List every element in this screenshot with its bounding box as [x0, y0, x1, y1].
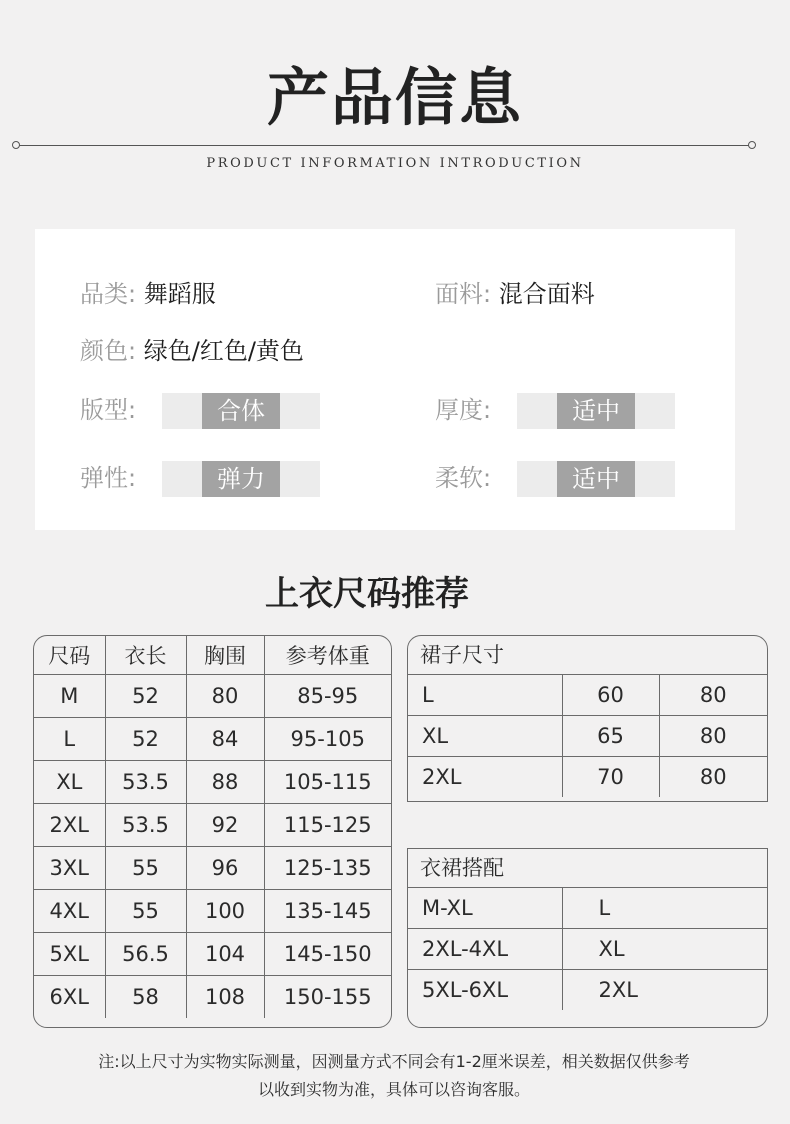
table-cell: 3XL — [34, 847, 105, 890]
table-cell: 55 — [105, 890, 186, 933]
table-cell: 108 — [186, 976, 264, 1019]
table-cell: 80 — [659, 675, 767, 716]
table-cell: 52 — [105, 718, 186, 761]
skirt-size-table — [407, 635, 768, 802]
table-cell: 85-95 — [264, 675, 391, 718]
elasticity-pill — [162, 461, 320, 497]
table-cell: 80 — [659, 716, 767, 757]
table-cell: 145-150 — [264, 933, 391, 976]
table-header-row — [34, 636, 391, 675]
table-cell: 2XL — [408, 757, 562, 798]
table-cell: XL — [408, 716, 562, 757]
fit-label-wrap — [80, 395, 136, 425]
table-cell: L — [562, 888, 767, 929]
category-label: 品类: — [80, 280, 137, 308]
table-cell: 95-105 — [264, 718, 391, 761]
table-cell: L — [34, 718, 105, 761]
table-cell: 80 — [699, 765, 727, 789]
table-cell: 52 — [105, 675, 186, 718]
color-label: 颜色: — [80, 337, 137, 365]
elasticity-value: 弹力 — [202, 461, 280, 497]
table-cell: 53.5 — [105, 804, 186, 847]
outfit-match-table — [407, 848, 768, 1028]
table-row — [408, 757, 767, 798]
table-row — [34, 718, 391, 761]
header-size: 尺码 — [34, 636, 105, 675]
table-row — [34, 761, 391, 804]
table-cell: 80 — [186, 675, 264, 718]
header-chest: 胸围 — [186, 636, 264, 675]
title-divider — [18, 145, 752, 146]
table-cell: XL — [562, 929, 767, 970]
table-cell: M — [34, 675, 105, 718]
table-cell: 2XL — [34, 804, 105, 847]
table-cell: 6XL — [34, 976, 105, 1019]
table-cell: 5XL — [34, 933, 105, 976]
table-row — [34, 847, 391, 890]
header-weight: 参考体重 — [264, 636, 391, 675]
table-cell: 100 — [186, 890, 264, 933]
table-cell: 70 — [562, 757, 659, 798]
combo-table-title: 衣裙搭配 — [408, 849, 767, 888]
size-section-title: 上衣尺码推荐 — [265, 574, 469, 614]
softness-pill — [517, 461, 675, 497]
fit-value: 合体 — [202, 393, 280, 429]
table-cell: 84 — [186, 718, 264, 761]
table-cell: 105-115 — [264, 761, 391, 804]
table-row — [34, 890, 391, 933]
table-row — [34, 675, 391, 718]
table-cell: 125-135 — [264, 847, 391, 890]
elasticity-label: 弹性: — [80, 464, 137, 492]
table-row — [408, 675, 767, 716]
divider-right-dot — [748, 141, 756, 149]
thickness-label-wrap — [435, 395, 491, 425]
softness-value: 适中 — [557, 461, 635, 497]
table-row — [34, 976, 391, 1019]
top-size-table — [33, 635, 392, 1028]
table-cell: M-XL — [408, 888, 562, 929]
table-row — [408, 888, 767, 929]
note-line-2: 以收到实物为准，具体可以咨询客服。 — [257, 1080, 530, 1099]
page-subtitle: PRODUCT INFORMATION INTRODUCTION — [206, 156, 584, 171]
table-row — [34, 933, 391, 976]
table-cell: 104 — [186, 933, 264, 976]
fit-label: 版型: — [80, 396, 137, 424]
table-cell: 56.5 — [105, 933, 186, 976]
table-cell: XL — [34, 761, 105, 804]
fabric-value: 混合面料 — [498, 280, 595, 308]
table-cell: 96 — [186, 847, 264, 890]
table-cell: 58 — [105, 976, 186, 1019]
table-row — [34, 804, 391, 847]
category-value: 舞蹈服 — [143, 280, 216, 308]
table-cell: 5XL-6XL — [408, 970, 562, 1011]
color-row — [80, 336, 304, 366]
table-cell: 150-155 — [283, 985, 372, 1009]
softness-label: 柔软: — [435, 464, 492, 492]
note-line-1: 注:以上尺寸为实物实际测量，因测量方式不同会有1-2厘米误差，相关数据仅供参考 — [98, 1052, 690, 1071]
skirt-table-title: 裙子尺寸 — [408, 636, 767, 675]
table-cell: 88 — [186, 761, 264, 804]
table-cell: 92 — [186, 804, 264, 847]
page-title: 产品信息 — [266, 61, 523, 134]
table-cell: 53.5 — [105, 761, 186, 804]
table-row — [408, 929, 767, 970]
softness-label-wrap — [435, 463, 491, 493]
table-row — [408, 716, 767, 757]
table-cell: L — [408, 675, 562, 716]
fabric-row — [435, 279, 595, 309]
fabric-label: 面料: — [435, 280, 492, 308]
table-cell: 55 — [105, 847, 186, 890]
table-cell: 2XL-4XL — [408, 929, 562, 970]
table-cell: 135-145 — [264, 890, 391, 933]
color-value: 绿色/红色/黄色 — [143, 337, 304, 365]
header-length: 衣长 — [105, 636, 186, 675]
elasticity-label-wrap — [80, 463, 136, 493]
table-cell: 115-125 — [264, 804, 391, 847]
table-cell: 65 — [562, 716, 659, 757]
fit-pill — [162, 393, 320, 429]
table-cell: 2XL — [598, 978, 638, 1002]
category-row — [80, 279, 216, 309]
thickness-pill — [517, 393, 675, 429]
table-row — [408, 970, 767, 1011]
table-cell: 60 — [562, 675, 659, 716]
product-info-card — [35, 229, 735, 530]
table-cell: 4XL — [34, 890, 105, 933]
thickness-label: 厚度: — [435, 396, 492, 424]
thickness-value: 适中 — [557, 393, 635, 429]
divider-left-dot — [12, 141, 20, 149]
